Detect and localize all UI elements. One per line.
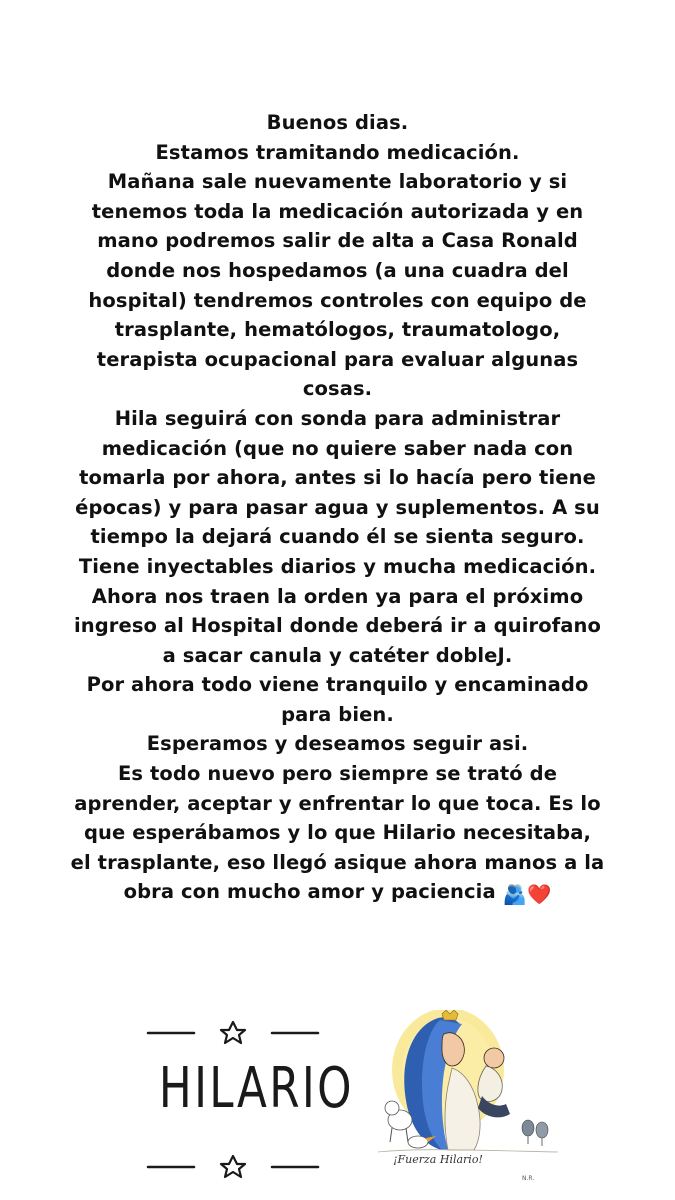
story-line: para bien. [281, 702, 394, 726]
logo-top-rule-icon [138, 1020, 328, 1046]
story-line: tiempo la dejará cuando él se sienta seguro. [90, 525, 585, 549]
story-text [40, 108, 635, 910]
story-line: aprender, aceptar y enfrentar lo que toca. Es lo [74, 791, 601, 815]
illustration-caption: ¡Fuerza Hilario! [393, 1153, 483, 1166]
story-line: hospital) tendremos controles con equipo de [88, 288, 587, 312]
artist-initials: N.R. [522, 1175, 535, 1182]
story-line: el trasplante, eso llegó asique ahora manos a la [70, 850, 605, 874]
story-line: épocas) y para pasar agua y suplementos. A su [75, 495, 600, 519]
virgin-holding-child-icon [378, 1010, 558, 1160]
virgin-illustration [378, 1010, 558, 1195]
story-line: Mañana sale nuevamente laboratorio y si [107, 170, 568, 194]
hilario-logo [138, 1020, 354, 1180]
story-line: medicación (que no quiere saber nada con [101, 436, 574, 460]
story-line: que esperábamos y lo que Hilario necesitaba, [83, 821, 592, 845]
story-line: donde nos hospedamos (a una cuadra del [106, 258, 569, 282]
story-line: a sacar canula y catéter dobleJ. [162, 643, 513, 667]
logo-bottom-rule-icon [138, 1154, 328, 1180]
story-line: Hila seguirá con sonda para administrar [114, 406, 561, 430]
story-line: Estamos tramitando medicación. [155, 140, 520, 164]
story-line: ingreso al Hospital donde deberá ir a quirofano [73, 614, 602, 638]
story-line: Ahora nos traen la orden ya para el próximo [91, 584, 584, 608]
story-line: Esperamos y deseamos seguir asi. [146, 732, 529, 756]
story-line: Buenos dias. [266, 111, 409, 134]
story-line: Es todo nuevo pero siempre se trató de [117, 762, 558, 786]
story-line: tenemos toda la medicación autorizada y en [91, 199, 584, 223]
story-line: Tiene inyectables diarios y mucha medicación. [78, 554, 597, 578]
logo-word: HILARIO [158, 1056, 354, 1121]
story-line: Por ahora todo viene tranquilo y encaminado [86, 673, 589, 697]
people-hugging-icon: 🫂 [502, 883, 527, 907]
story-line: cosas. [302, 377, 373, 401]
story-line: mano podremos salir de alta a Casa Ronald [97, 229, 578, 253]
story-line: trasplante, hematólogos, traumatologo, [114, 318, 561, 342]
story-line-last [40, 877, 635, 910]
story-line-text: obra con mucho amor y paciencia [123, 880, 496, 904]
red-heart-icon: ❤️ [527, 883, 552, 907]
story-line: tomarla por ahora, antes si lo hacía pero tiene [79, 466, 596, 490]
story-line: terapista ocupacional para evaluar algunas [96, 347, 579, 371]
